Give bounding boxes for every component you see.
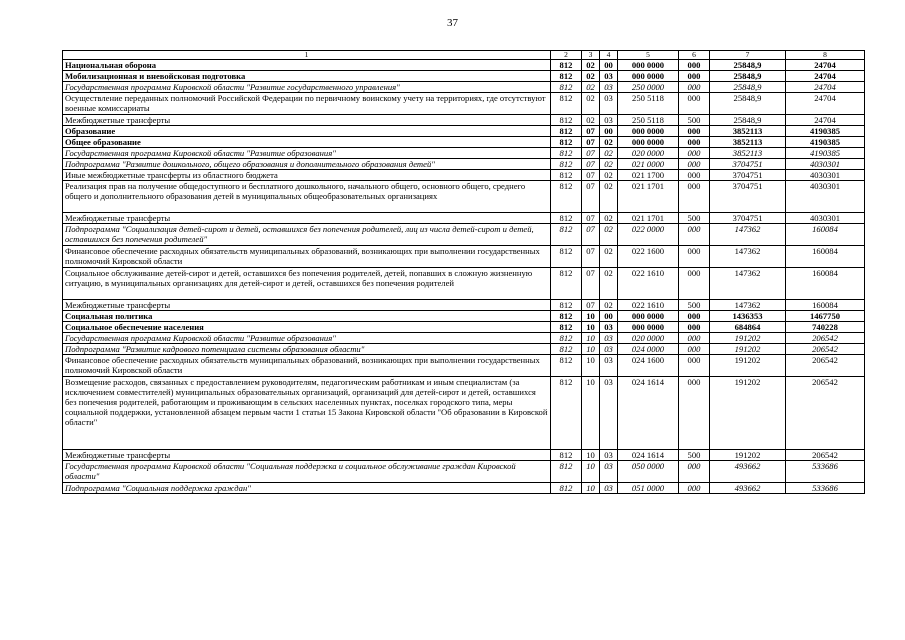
row-code-target: 000 0000	[618, 71, 679, 82]
row-name: Национальная оборона	[63, 60, 551, 71]
row-amount-2015: 160084	[786, 268, 865, 300]
row-code-ministry: 812	[551, 344, 582, 355]
row-amount-2014: 147362	[710, 224, 786, 246]
table-row	[63, 115, 865, 126]
row-code-ministry: 812	[551, 159, 582, 170]
row-amount-2015: 4030301	[786, 213, 865, 224]
column-header-7: 7	[710, 51, 786, 60]
row-code-section: 07	[582, 224, 600, 246]
row-code-target: 022 1610	[618, 268, 679, 300]
row-amount-2014: 3852113	[710, 137, 786, 148]
row-code-ministry: 812	[551, 115, 582, 126]
row-amount-2014: 25848,9	[710, 60, 786, 71]
row-code-target: 000 0000	[618, 322, 679, 333]
row-code-ministry: 812	[551, 246, 582, 268]
row-amount-2015: 160084	[786, 224, 865, 246]
row-code-target: 021 1701	[618, 213, 679, 224]
row-code-ministry: 812	[551, 213, 582, 224]
row-code-subsection: 03	[600, 483, 618, 494]
row-name: Социальное обслуживание детей-сирот и детей, оставшихся без попечения родителей, детей, попавших в сложную жизненную ситуацию, в муниципальных организациях для детей-сирот и детей, оставшихся без попечения родителей	[63, 268, 551, 300]
row-amount-2014: 3704751	[710, 181, 786, 213]
row-code-ministry: 812	[551, 181, 582, 213]
row-amount-2015: 24704	[786, 60, 865, 71]
column-header-3: 3	[582, 51, 600, 60]
row-amount-2014: 1436353	[710, 311, 786, 322]
row-amount-2015: 4190385	[786, 137, 865, 148]
row-amount-2014: 147362	[710, 300, 786, 311]
row-code-target: 022 1600	[618, 246, 679, 268]
column-header-8: 8	[786, 51, 865, 60]
row-code-section: 10	[582, 450, 600, 461]
row-code-section: 10	[582, 483, 600, 494]
row-code-target: 000 0000	[618, 311, 679, 322]
column-header-1: 1	[63, 51, 551, 60]
table-row	[63, 322, 865, 333]
table-header-row	[63, 51, 865, 60]
row-code-section: 07	[582, 268, 600, 300]
row-code-target: 024 1600	[618, 355, 679, 377]
row-code-expense: 000	[679, 82, 710, 93]
row-code-target: 000 0000	[618, 60, 679, 71]
row-name: Возмещение расходов, связанных с предоставлением руководителям, педагогическим работникам и иным специалистам (за исключением совместителей) муниципальных образовательных организаций, организаций для детей-сирот и детей, оставшихся без попечения родителей, работающим и проживающим в сельских населенных пунктах, поселках городского типа, меры социальной поддержки, установленной абзацем первым части 1 статьи 15 Закона Кировской области "Об образовании в Кировской области"	[63, 377, 551, 450]
row-code-expense: 000	[679, 71, 710, 82]
row-name: Общее образование	[63, 137, 551, 148]
row-name: Государственная программа Кировской области "Развитие государственного управления"	[63, 82, 551, 93]
row-code-subsection: 02	[600, 268, 618, 300]
table-row	[63, 159, 865, 170]
row-code-subsection: 03	[600, 115, 618, 126]
row-code-target: 000 0000	[618, 137, 679, 148]
table-row	[63, 181, 865, 213]
row-amount-2014: 25848,9	[710, 82, 786, 93]
row-code-expense: 000	[679, 137, 710, 148]
row-name: Подпрограмма "Социализация детей-сирот и детей, оставшихся без попечения родителей, лиц из числа детей-сирот и детей, оставшихся без попечения родителей"	[63, 224, 551, 246]
row-code-expense: 000	[679, 311, 710, 322]
row-code-target: 022 1610	[618, 300, 679, 311]
row-name: Подпрограмма "Развитие кадрового потенциала системы образования области"	[63, 344, 551, 355]
row-code-section: 10	[582, 355, 600, 377]
table-row	[63, 268, 865, 300]
row-name: Реализация прав на получение общедоступного и бесплатного дошкольного, начального общего, основного общего, среднего общего и дополнительного образования детей в муниципальных общеобразовательных организациях	[63, 181, 551, 213]
row-amount-2014: 684864	[710, 322, 786, 333]
row-code-subsection: 03	[600, 93, 618, 115]
row-amount-2015: 206542	[786, 344, 865, 355]
row-code-expense: 000	[679, 333, 710, 344]
row-code-section: 10	[582, 377, 600, 450]
table-row	[63, 300, 865, 311]
row-code-target: 250 5118	[618, 93, 679, 115]
page-number: 37	[447, 17, 458, 29]
table-row	[63, 333, 865, 344]
row-amount-2014: 25848,9	[710, 115, 786, 126]
row-name: Межбюджетные трансферты	[63, 213, 551, 224]
row-name: Подпрограмма "Развитие дошкольного, общего образования и дополнительного образования детей"	[63, 159, 551, 170]
table-row	[63, 213, 865, 224]
table-row	[63, 71, 865, 82]
row-code-expense: 500	[679, 213, 710, 224]
row-code-section: 02	[582, 82, 600, 93]
row-code-ministry: 812	[551, 126, 582, 137]
table-row	[63, 377, 865, 450]
row-code-target: 000 0000	[618, 126, 679, 137]
row-code-target: 020 0000	[618, 148, 679, 159]
row-code-subsection: 03	[600, 355, 618, 377]
row-name: Межбюджетные трансферты	[63, 300, 551, 311]
row-amount-2015: 206542	[786, 333, 865, 344]
row-name: Государственная программа Кировской области "Развитие образования"	[63, 333, 551, 344]
row-code-ministry: 812	[551, 148, 582, 159]
row-amount-2014: 25848,9	[710, 71, 786, 82]
row-amount-2014: 3852113	[710, 148, 786, 159]
row-amount-2015: 24704	[786, 82, 865, 93]
row-code-section: 07	[582, 246, 600, 268]
row-code-ministry: 812	[551, 224, 582, 246]
row-code-section: 07	[582, 170, 600, 181]
row-code-section: 02	[582, 93, 600, 115]
row-code-target: 022 0000	[618, 224, 679, 246]
row-code-target: 020 0000	[618, 333, 679, 344]
row-amount-2014: 493662	[710, 461, 786, 483]
row-amount-2014: 147362	[710, 246, 786, 268]
row-amount-2015: 206542	[786, 355, 865, 377]
row-amount-2015: 206542	[786, 377, 865, 450]
row-code-ministry: 812	[551, 311, 582, 322]
row-code-subsection: 02	[600, 224, 618, 246]
row-code-section: 07	[582, 300, 600, 311]
row-code-expense: 000	[679, 126, 710, 137]
row-code-expense: 000	[679, 246, 710, 268]
row-amount-2015: 206542	[786, 450, 865, 461]
row-name: Образование	[63, 126, 551, 137]
row-amount-2015: 160084	[786, 246, 865, 268]
row-name: Социальная политика	[63, 311, 551, 322]
table-row	[63, 246, 865, 268]
row-code-expense: 000	[679, 170, 710, 181]
column-header-4: 4	[600, 51, 618, 60]
row-code-expense: 500	[679, 115, 710, 126]
row-amount-2014: 3704751	[710, 159, 786, 170]
table-row	[63, 311, 865, 322]
row-amount-2015: 160084	[786, 300, 865, 311]
column-header-2: 2	[551, 51, 582, 60]
row-code-expense: 000	[679, 483, 710, 494]
row-amount-2014: 493662	[710, 483, 786, 494]
budget-table	[62, 50, 865, 494]
table-row	[63, 224, 865, 246]
row-code-subsection: 03	[600, 82, 618, 93]
column-header-6: 6	[679, 51, 710, 60]
row-code-expense: 000	[679, 148, 710, 159]
row-code-subsection: 02	[600, 300, 618, 311]
row-code-section: 07	[582, 181, 600, 213]
row-amount-2015: 4190385	[786, 126, 865, 137]
row-code-target: 021 0000	[618, 159, 679, 170]
row-amount-2014: 191202	[710, 450, 786, 461]
row-code-ministry: 812	[551, 93, 582, 115]
table-row	[63, 170, 865, 181]
row-code-expense: 000	[679, 355, 710, 377]
row-code-ministry: 812	[551, 82, 582, 93]
row-code-expense: 000	[679, 93, 710, 115]
row-code-subsection: 00	[600, 311, 618, 322]
row-code-section: 07	[582, 148, 600, 159]
row-code-subsection: 03	[600, 461, 618, 483]
row-code-subsection: 03	[600, 333, 618, 344]
row-amount-2014: 191202	[710, 355, 786, 377]
table-row	[63, 355, 865, 377]
row-code-section: 07	[582, 137, 600, 148]
row-code-subsection: 02	[600, 148, 618, 159]
row-code-subsection: 03	[600, 344, 618, 355]
row-amount-2014: 191202	[710, 333, 786, 344]
row-name: Межбюджетные трансферты	[63, 450, 551, 461]
row-code-section: 02	[582, 60, 600, 71]
row-code-ministry: 812	[551, 300, 582, 311]
row-code-ministry: 812	[551, 71, 582, 82]
row-code-ministry: 812	[551, 60, 582, 71]
row-amount-2015: 24704	[786, 93, 865, 115]
row-code-ministry: 812	[551, 322, 582, 333]
row-code-expense: 000	[679, 224, 710, 246]
row-code-target: 051 0000	[618, 483, 679, 494]
row-code-subsection: 00	[600, 126, 618, 137]
table-row	[63, 60, 865, 71]
row-code-subsection: 02	[600, 246, 618, 268]
row-amount-2015: 4030301	[786, 159, 865, 170]
row-name: Осуществление переданных полномочий Российской Федерации по первичному воинскому учету на территориях, где отсутствуют военные комиссариаты	[63, 93, 551, 115]
row-code-expense: 000	[679, 60, 710, 71]
row-amount-2014: 3704751	[710, 170, 786, 181]
row-code-section: 10	[582, 344, 600, 355]
table-row	[63, 148, 865, 159]
table-row	[63, 483, 865, 494]
row-code-expense: 000	[679, 181, 710, 213]
row-code-ministry: 812	[551, 333, 582, 344]
row-code-section: 02	[582, 71, 600, 82]
row-code-section: 07	[582, 159, 600, 170]
row-code-ministry: 812	[551, 377, 582, 450]
row-code-expense: 000	[679, 159, 710, 170]
row-code-subsection: 03	[600, 322, 618, 333]
row-code-section: 07	[582, 126, 600, 137]
row-code-target: 250 0000	[618, 82, 679, 93]
row-code-target: 021 1701	[618, 181, 679, 213]
row-amount-2015: 24704	[786, 115, 865, 126]
table-row	[63, 137, 865, 148]
row-code-ministry: 812	[551, 355, 582, 377]
row-code-subsection: 02	[600, 213, 618, 224]
row-name: Финансовое обеспечение расходных обязательств муниципальных образований, возникающих при выполнении государственных полномочий Кировской области	[63, 246, 551, 268]
row-code-section: 10	[582, 461, 600, 483]
table-row	[63, 82, 865, 93]
row-code-target: 021 1700	[618, 170, 679, 181]
row-code-target: 050 0000	[618, 461, 679, 483]
row-code-ministry: 812	[551, 483, 582, 494]
row-code-subsection: 02	[600, 159, 618, 170]
row-amount-2014: 147362	[710, 268, 786, 300]
row-amount-2014: 191202	[710, 344, 786, 355]
row-code-ministry: 812	[551, 450, 582, 461]
row-code-ministry: 812	[551, 461, 582, 483]
row-amount-2015: 1467750	[786, 311, 865, 322]
row-code-expense: 000	[679, 322, 710, 333]
row-name: Подпрограмма "Социальная поддержка граждан"	[63, 483, 551, 494]
row-code-expense: 000	[679, 344, 710, 355]
row-name: Мобилизационная и вневойсковая подготовка	[63, 71, 551, 82]
row-amount-2014: 3852113	[710, 126, 786, 137]
row-amount-2015: 740228	[786, 322, 865, 333]
row-code-subsection: 00	[600, 60, 618, 71]
table-row	[63, 126, 865, 137]
row-code-expense: 000	[679, 268, 710, 300]
row-code-ministry: 812	[551, 268, 582, 300]
row-code-ministry: 812	[551, 170, 582, 181]
row-amount-2014: 191202	[710, 377, 786, 450]
row-amount-2014: 25848,9	[710, 93, 786, 115]
row-code-section: 10	[582, 311, 600, 322]
row-code-target: 024 1614	[618, 450, 679, 461]
row-amount-2015: 533686	[786, 483, 865, 494]
row-name: Государственная программа Кировской области "Развитие образования"	[63, 148, 551, 159]
row-code-target: 024 0000	[618, 344, 679, 355]
row-amount-2015: 4030301	[786, 170, 865, 181]
row-amount-2015: 24704	[786, 71, 865, 82]
table-row	[63, 450, 865, 461]
row-amount-2015: 4190385	[786, 148, 865, 159]
row-amount-2015: 533686	[786, 461, 865, 483]
row-code-section: 10	[582, 333, 600, 344]
row-code-subsection: 02	[600, 170, 618, 181]
row-name: Межбюджетные трансферты	[63, 115, 551, 126]
row-code-target: 250 5118	[618, 115, 679, 126]
row-name: Государственная программа Кировской области "Социальная поддержка и социальное обслуживание граждан Кировской области"	[63, 461, 551, 483]
row-code-subsection: 02	[600, 181, 618, 213]
row-amount-2015: 4030301	[786, 181, 865, 213]
row-code-subsection: 03	[600, 450, 618, 461]
row-code-section: 07	[582, 213, 600, 224]
row-code-target: 024 1614	[618, 377, 679, 450]
row-code-expense: 000	[679, 461, 710, 483]
row-code-section: 10	[582, 322, 600, 333]
row-amount-2014: 3704751	[710, 213, 786, 224]
table-row	[63, 461, 865, 483]
row-code-subsection: 03	[600, 71, 618, 82]
row-name: Финансовое обеспечение расходных обязательств муниципальных образований, возникающих при выполнении государственных полномочий Кировской области	[63, 355, 551, 377]
row-name: Социальное обеспечение населения	[63, 322, 551, 333]
row-code-expense: 000	[679, 377, 710, 450]
row-code-subsection: 02	[600, 137, 618, 148]
table-row	[63, 344, 865, 355]
table-row	[63, 93, 865, 115]
row-code-subsection: 03	[600, 377, 618, 450]
column-header-5: 5	[618, 51, 679, 60]
row-code-expense: 500	[679, 450, 710, 461]
row-code-expense: 500	[679, 300, 710, 311]
row-code-ministry: 812	[551, 137, 582, 148]
row-code-section: 02	[582, 115, 600, 126]
row-name: Иные межбюджетные трансферты из областного бюджета	[63, 170, 551, 181]
